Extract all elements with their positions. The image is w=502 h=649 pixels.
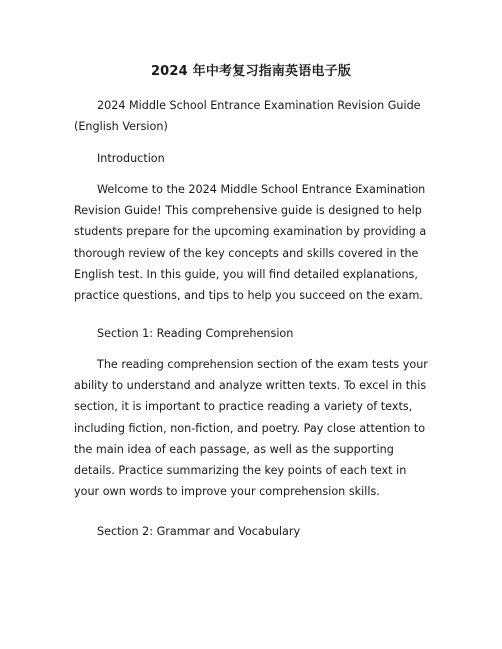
document-title: 2024 年中考复习指南英语电子版 bbox=[150, 64, 352, 79]
section1-heading-block bbox=[74, 323, 432, 344]
section1-body-block bbox=[74, 354, 432, 502]
section2-heading: Section 2: Grammar and Vocabulary bbox=[97, 525, 301, 538]
introduction-heading-block bbox=[74, 148, 432, 169]
introduction-body-block bbox=[74, 179, 432, 306]
introduction-paragraph: Welcome to the 2024 Middle School Entrance Examination Revision Guide! This comprehensive guide is designed to help students prepare for the upcoming examination by providing a thorough review of the key concepts and skills covered in the English test. In this guide, you will find detailed explanations, practice questions, and tips to help you succeed on the exam. bbox=[74, 183, 427, 303]
section2-heading-block bbox=[74, 521, 432, 542]
section1-paragraph: The reading comprehension section of the exam tests your ability to understand and analyze written texts. To excel in this section, it is important to practice reading a variety of texts, including fiction, non-fiction, and poetry. Pay close attention to the main idea of each passage, as well as the supporting details. Practice summarizing the key points of each text in your own words to improve your comprehension skills. bbox=[74, 358, 428, 499]
document-subtitle-block bbox=[74, 95, 432, 137]
section1-heading: Section 1: Reading Comprehension bbox=[97, 327, 294, 340]
document-subtitle: 2024 Middle School Entrance Examination Revision Guide (English Version) bbox=[74, 99, 421, 134]
introduction-heading: Introduction bbox=[97, 152, 165, 165]
